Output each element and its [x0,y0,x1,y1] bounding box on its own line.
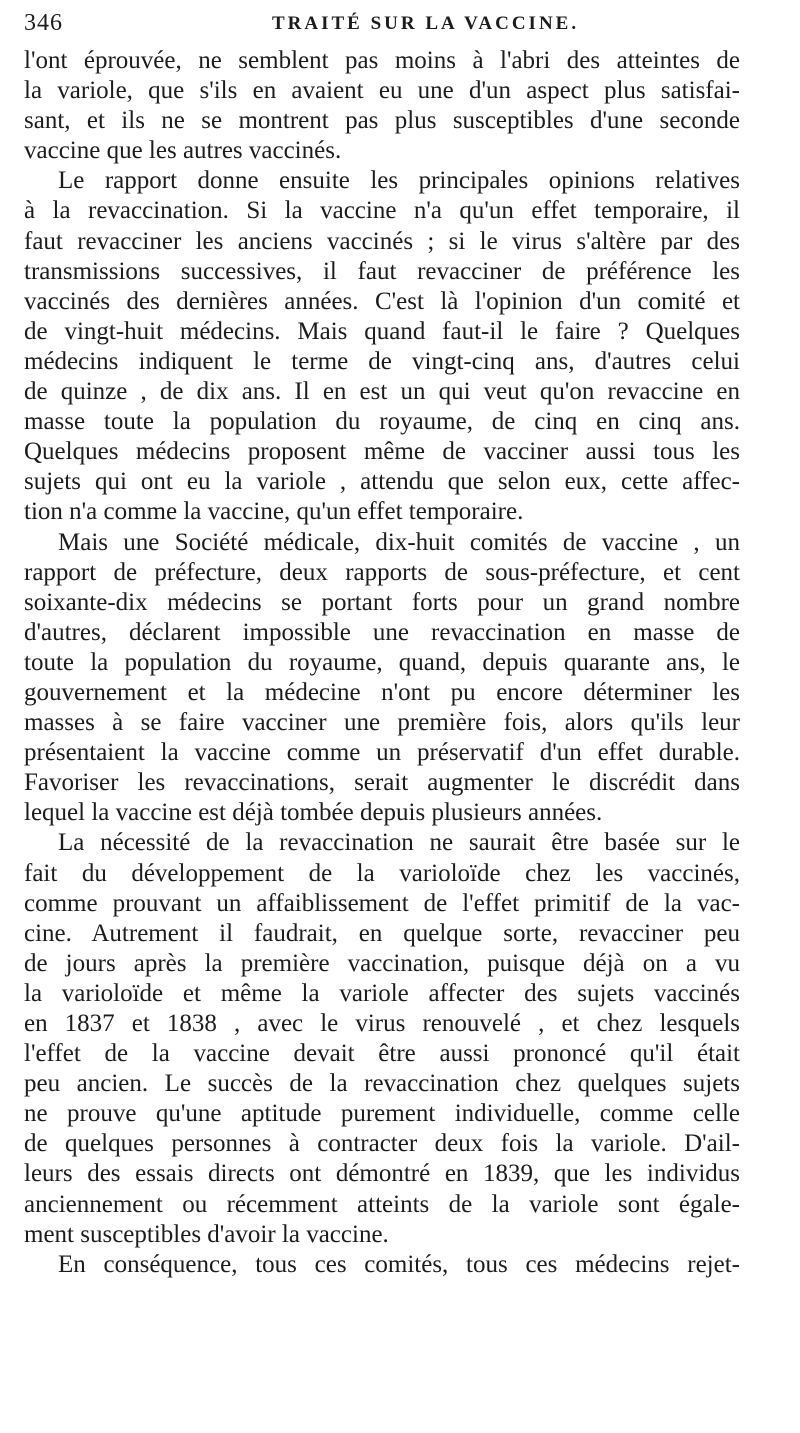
text-line: Favoriser les revaccinations, serait augmenter le discrédit dans [24,769,740,797]
text-line: masse toute la population du royaume, de cinq en cinq ans. [24,408,740,436]
text-line: toute la population du royaume, quand, depuis quarante ans, le [24,648,740,676]
running-title: TRAITÉ SUR LA VACCINE. [272,13,580,34]
text-line: de quinze , de dix ans. Il en est un qui veut qu'on revaccine en [24,378,740,406]
text-line: La nécessité de la revaccination ne saurait être basée sur le [58,829,740,857]
text-line: présentaient la vaccine comme un préservatif d'un effet durable. [24,739,740,767]
text-line: transmissions successives, il faut revacciner de préférence les [24,257,740,285]
text-line: Le rapport donne ensuite les principales opinions relatives [58,167,740,195]
text-line: gouvernement et la médecine n'ont pu encore déterminer les [24,678,740,706]
text-line: peu ancien. Le succès de la revaccination chez quelques sujets [24,1070,740,1098]
text-line: rapport de préfecture, deux rapports de sous-préfecture, et cent [24,558,740,586]
running-head [24,10,740,38]
text-line: de jours après la première vaccination, puisque déjà on a vu [24,949,740,977]
text-line: sant, et ils ne se montrent pas plus susceptibles d'une seconde [24,107,740,135]
text-line: l'ont éprouvée, ne semblent pas moins à l'abri des atteintes de [24,47,740,74]
text-line: fait du développement de la varioloïde chez les vaccinés, [24,859,740,887]
text-line: ne prouve qu'une aptitude purement individuelle, comme celle [24,1100,740,1128]
text-line: sujets qui ont eu la variole , attendu que selon eux, cette affec- [24,468,740,496]
text-line: soixante-dix médecins se portant forts pour un grand nombre [24,588,740,616]
text-line: leurs des essais directs ont démontré en 1839, que les individus [24,1160,740,1188]
text-line: ment susceptibles d'avoir la vaccine. [24,1220,389,1248]
text-line: faut revacciner les anciens vaccinés ; si le virus s'altère par des [24,227,740,255]
text-line: En conséquence, tous ces comités, tous ces médecins rejet- [58,1250,740,1278]
text-line: la varioloïde et même la variole affecter des sujets vaccinés [24,979,740,1007]
text-line: vaccinés des dernières années. C'est là l'opinion d'un comité et [24,287,740,315]
text-line: en 1837 et 1838 , avec le virus renouvelé , et chez lesquels [24,1010,740,1037]
text-line: l'effet de la vaccine devait être aussi prononcé qu'il était [24,1040,740,1068]
page-number: 346 [24,10,63,36]
text-line: d'autres, déclarent impossible une revaccination en masse de [24,618,740,646]
text-line: anciennement ou récemment atteints de la variole sont égale- [24,1190,740,1218]
text-line: masses à se faire vacciner une première fois, alors qu'ils leur [24,709,740,737]
text-line: comme prouvant un affaiblissement de l'effet primitif de la vac- [24,889,740,917]
text-line: vaccine que les autres vaccinés. [24,137,342,165]
text-line: à la revaccination. Si la vaccine n'a qu'un effet temporaire, il [24,197,740,225]
text-line: lequel la vaccine est déjà tombée depuis plusieurs années. [24,799,603,827]
text-line: la variole, que s'ils en avaient eu une d'un aspect plus satisfai- [24,77,740,105]
text-line: Quelques médecins proposent même de vacciner aussi tous les [24,438,740,466]
text-line: de quelques personnes à contracter deux fois la variole. D'ail- [24,1130,740,1158]
text-line: cine. Autrement il faudrait, en quelque sorte, revacciner peu [24,919,740,947]
text-line: Mais une Société médicale, dix-huit comités de vaccine , un [58,528,740,556]
body-text [24,46,740,1280]
text-line: de vingt-huit médecins. Mais quand faut-il le faire ? Quelques [24,317,740,345]
text-line: médecins indiquent le terme de vingt-cinq ans, d'autres celui [24,347,740,375]
text-line: tion n'a comme la vaccine, qu'un effet temporaire. [24,498,524,526]
